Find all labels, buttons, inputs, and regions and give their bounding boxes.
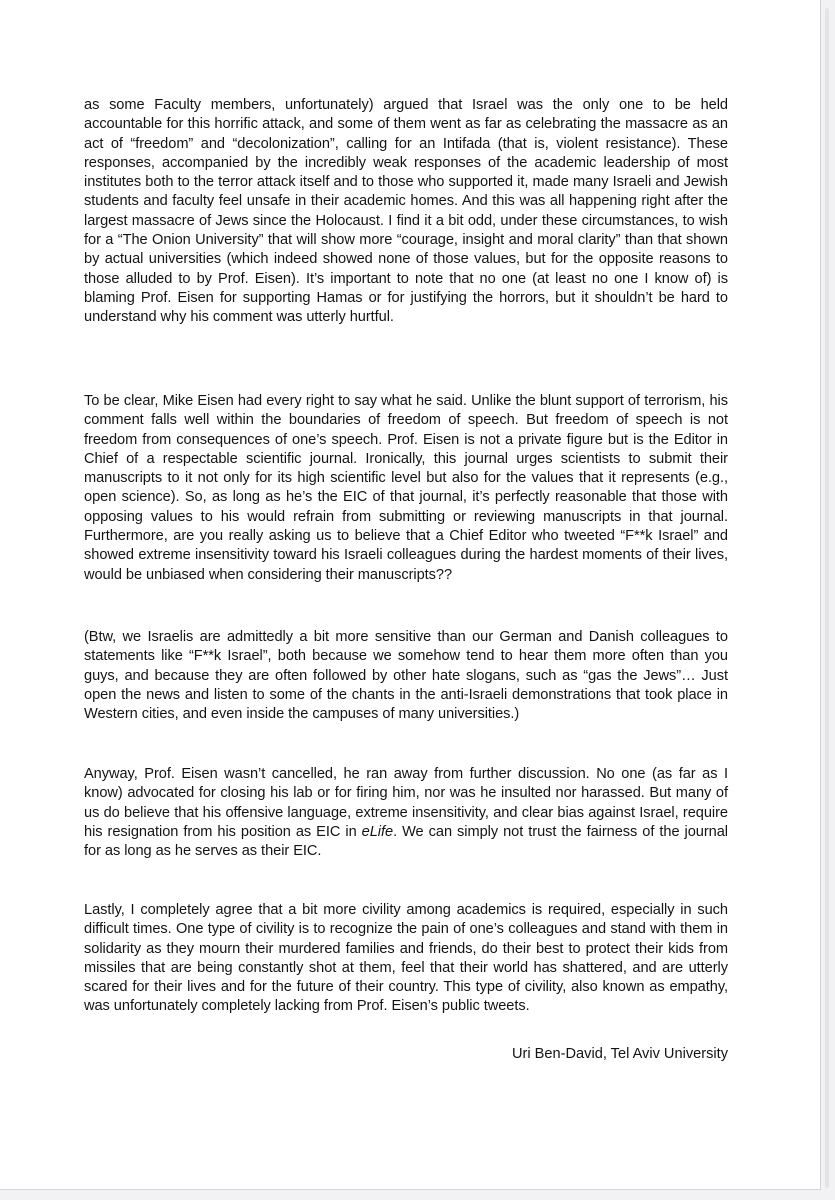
author-signature: Uri Ben-David, Tel Aviv University <box>511 1046 728 1062</box>
paragraph-1 <box>84 96 728 328</box>
journal-name: eLife <box>361 823 394 840</box>
paragraph-3 <box>84 628 728 724</box>
scrollbar[interactable] <box>825 8 829 1188</box>
paragraph-2-text: To be clear, Mike Eisen had every right to say what he said. Unlike the blunt support of terrorism, his comment falls well within the boundaries of freedom of speech. But freedom of speech is not freedom from consequences of one’s speech. Prof. Eisen is not a private figure but is the Editor in Chief of a respectable scientific journal. Ironically, this journal urges scientists to submit their manuscripts to it not only for its high scientific level but also for the values that it represents (e.g., open science). So, as long as he’s the EIC of that journal, it’s perfectly reasonable that those with opposing values to his would refrain from submitting or reviewing manuscripts in that journal. Furthermore, are you really asking us to believe that a Chief Editor who tweeted “F**k Israel” and showed extreme insensitivity toward his Israeli colleagues during the hardest moments of their lives, would be unbiased when considering their manuscripts?? <box>84 393 728 583</box>
paragraph-1-text: as some Faculty members, unfortunately) argued that Israel was the only one to be held accountable for this horrific attack, and some of them went as far as celebrating the massacre as an act of “freedom” and “decolonization”, calling for an Intifada (that is, violent resistance). These responses, accompanied by the incredibly weak responses of the academic leadership of most institutes both to the terror attack itself and to those who supported it, made many Israeli and Jewish students and faculty feel unsafe in their academic homes. And this was all happening right after the largest massacre of Jews since the Holocaust. I find it a bit odd, under these circumstances, to wish for a “The Onion University” that will show more “courage, insight and moral clarity” than that shown by actual universities (which indeed showed none of those values, but for the opposite reasons to those alluded to by Prof. Eisen). It’s important to note that no one (at least no one I know of) is blaming Prof. Eisen for supporting Hamas or for justifying the horrors, but it shouldn’t be hard to understand why his comment was utterly hurtful. <box>84 97 728 326</box>
paragraph-4-text: Anyway, Prof. Eisen wasn’t cancelled, he ran away from further discussion. No one (as far as I know) advocated for closing his lab or for firing him, nor was he insulted nor harassed. But many of us do believe that his offensive language, extreme insensitivity, and clear bias against Israel, require his resignation from his position as EIC in <box>84 766 728 840</box>
paragraph-3-text: (Btw, we Israelis are admittedly a bit more sensitive than our German and Danish colleagues to statements like “F**k Israel”, both because we somehow tend to hear them more often than you guys, and because they are often followed by other hate slogans, such as “gas the Jews”… Just open the news and listen to some of the chants in the anti-Israeli demonstrations that took place in Western cities, and even inside the campuses of many universities.) <box>84 629 728 723</box>
paragraph-5 <box>84 901 728 1017</box>
paragraph-4-text-end: . We can simply not trust the fairness of the journal for as long as he serves as their EIC. <box>84 823 728 860</box>
paragraph-4 <box>84 765 728 861</box>
paragraph-2 <box>84 392 728 585</box>
paragraph-5-text: Lastly, I completely agree that a bit more civility among academics is required, especially in such difficult times. One type of civility is to recognize the pain of one’s colleagues and stand with them in solidarity as they mourn their murdered families and friends, do their best to protect their kids from missiles that are being constantly shot at them, feel that their world has shattered, and are utterly scared for their lives and for the future of their country. This type of civility, also known as empathy, was unfortunately completely lacking from Prof. Eisen’s public tweets. <box>84 902 728 1015</box>
